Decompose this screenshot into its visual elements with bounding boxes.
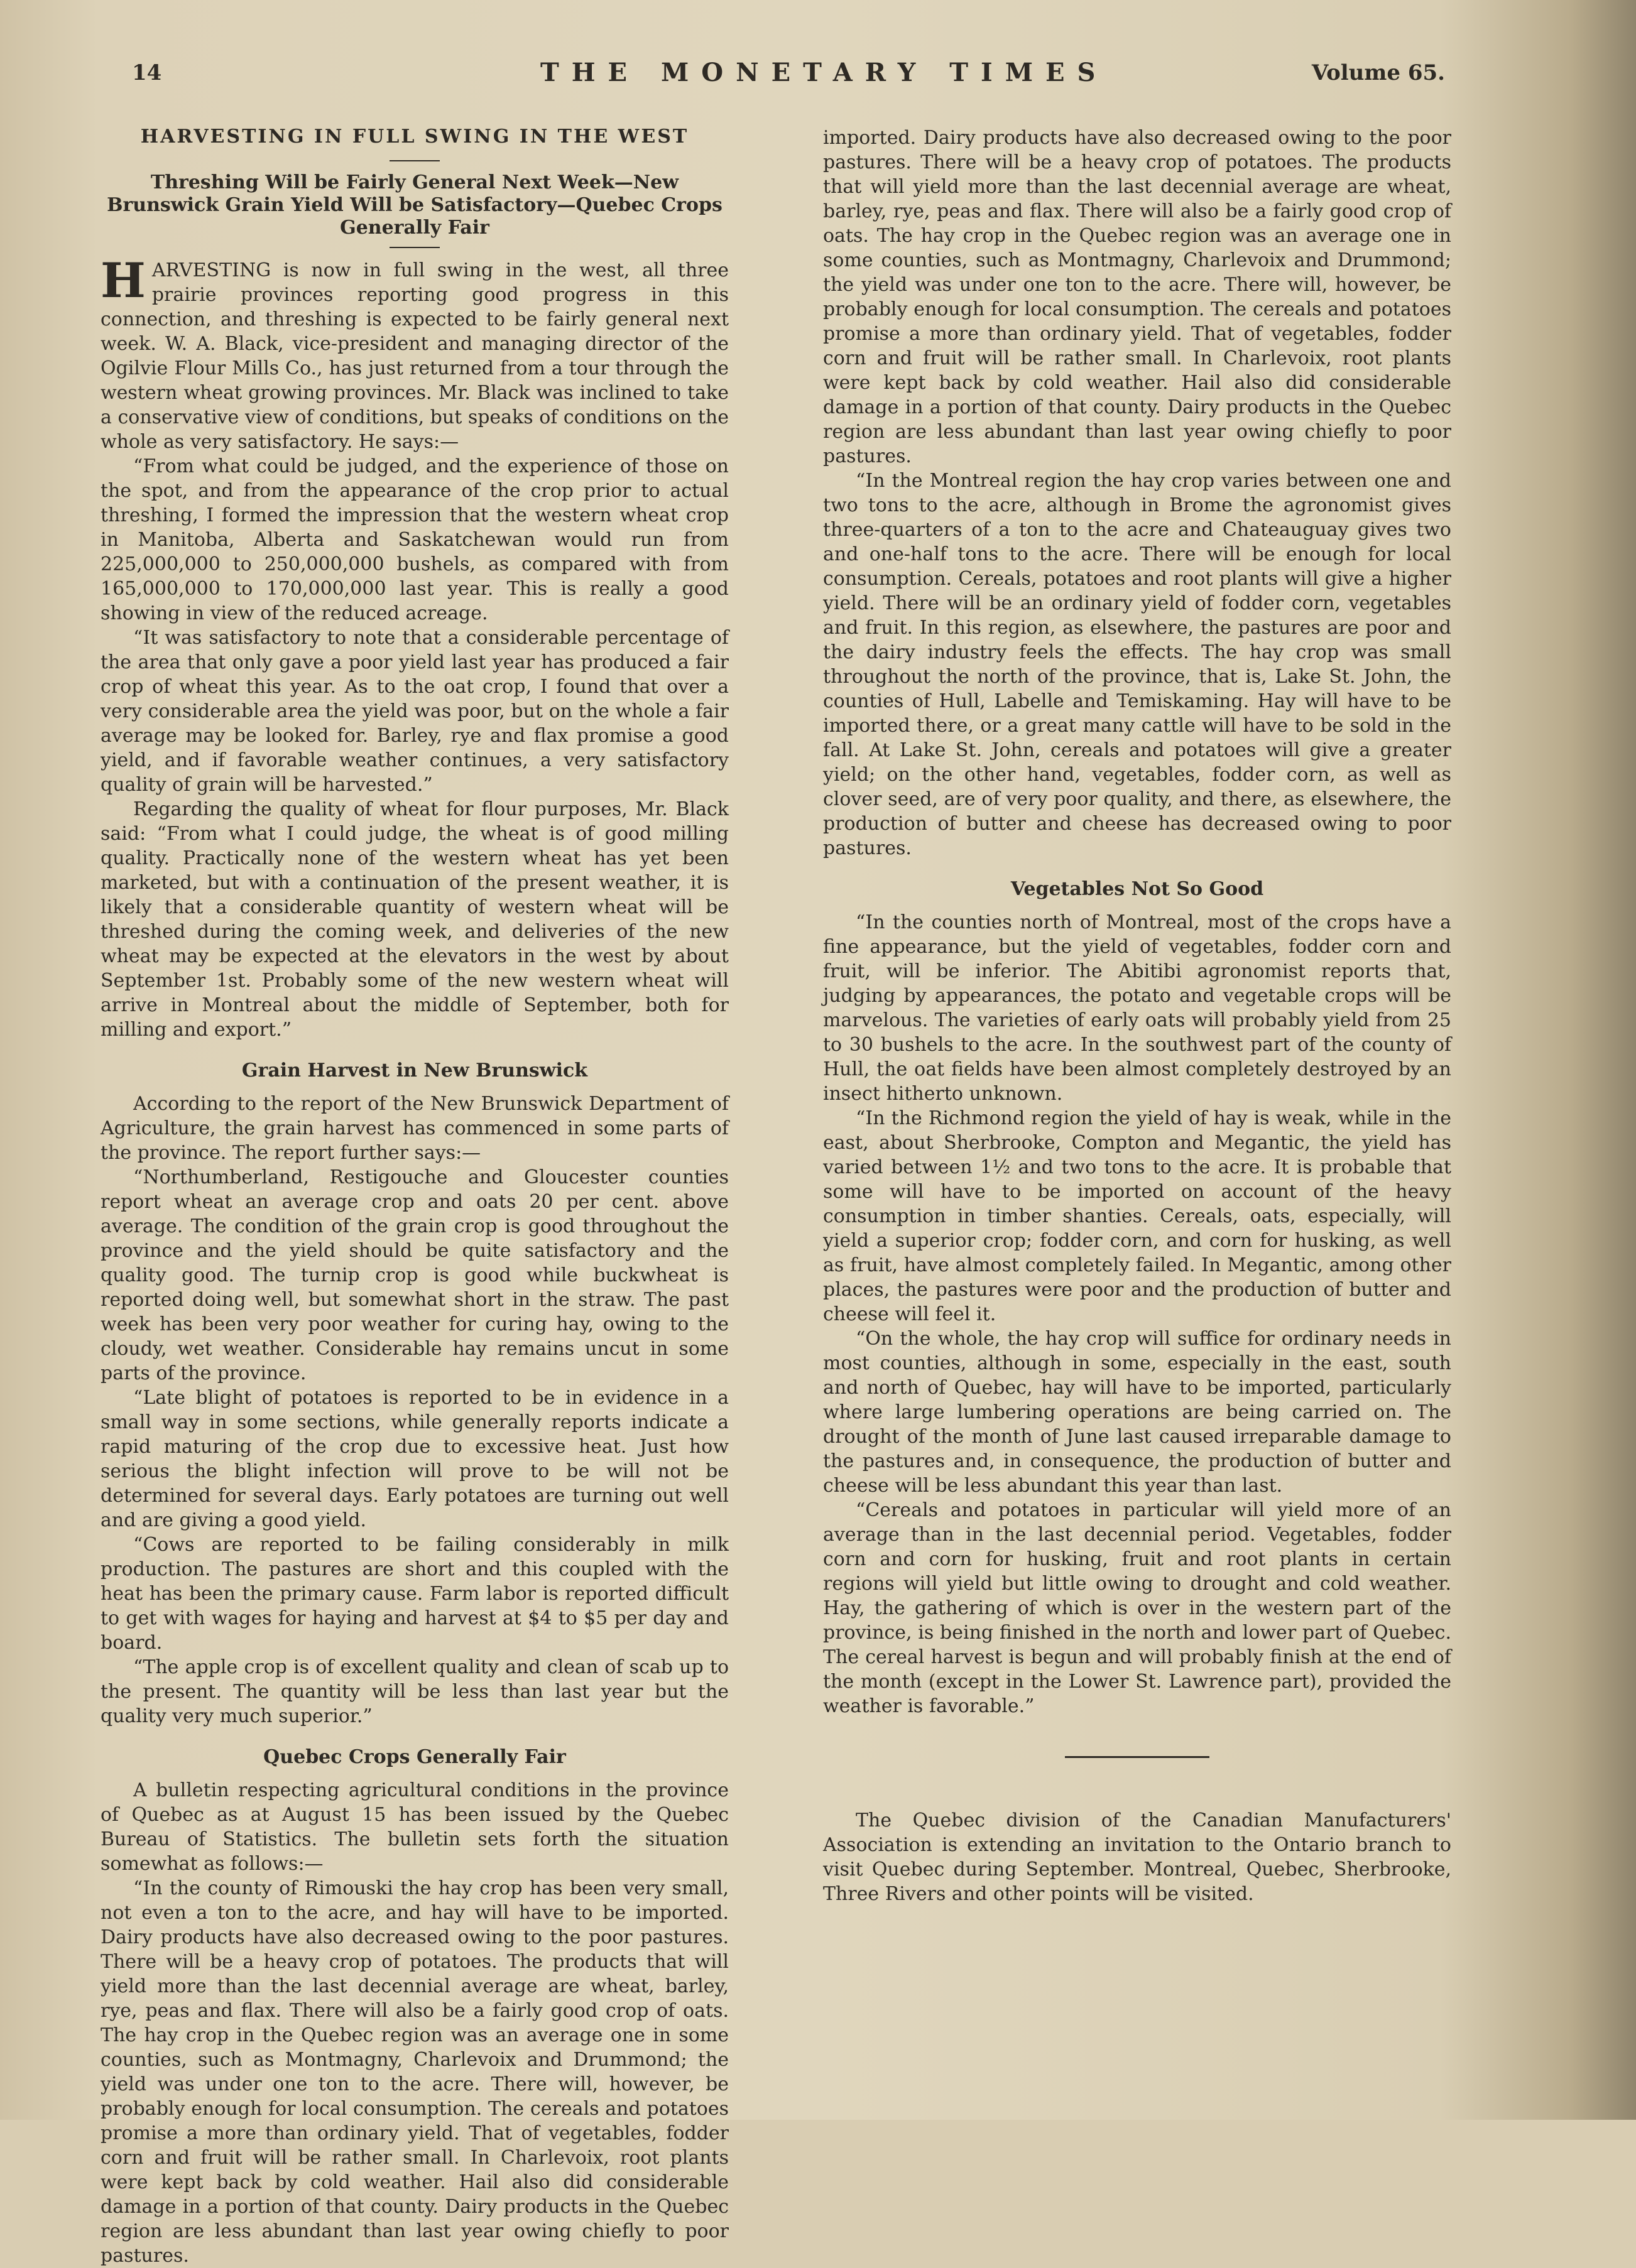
page-header — [132, 60, 1445, 98]
section-heading-vegetables: Vegetables Not So Good — [1010, 878, 1264, 900]
lead-paragraph — [101, 252, 729, 454]
volume-label: Volume 65. — [1311, 60, 1445, 85]
section-heading-new-brunswick: Grain Harvest in New Brunswick — [241, 1060, 588, 1082]
paragraph: “In the Montreal region the hay crop varies between one and two tons to the acre, although in Brome the agronomist gives three-quarters of a ton to the acre and Chateauguay gives two and one-half tons to the acre. There will be enough for local consumption. Cereals, potatoes and root plants will give a higher yield. There will be an ordinary yield of fodder corn, vegetables and fruit. In this region, as elsewhere, the pastures are poor and the dairy industry feels the effects. The hay crop was small throughout the north of the province, that is, Lake St. John, the counties of Hull, Labelle and Temiskaming. Hay will have to be imported there, or a great many cattle will have to be sold in the fall. At Lake St. John, cereals and potatoes will give a greater yield; on the other hand, vegetables, fodder corn, as well as clover seed, are of very poor quality, and there, as elsewhere, the production of butter and cheese has decreased owing to poor pastures. — [823, 470, 1451, 859]
paragraph: According to the report of the New Brunswick Department of Agriculture, the grain harvest has commenced in some parts of the province. The report further says:— — [101, 1093, 729, 1164]
paragraph-continued: “In the county of Rimouski the hay crop has been very small, not even a ton to the acre, and hay will have to be imported. Dairy products have also decreased owing to the poor pastures. There will be a heavy crop of potatoes. The products that will yield more than the last decennial average are wheat, barley, rye, peas and flax. There will also be a fairly good crop of oats. The hay crop in the Quebec region was an average one in some counties, such as Montmagny, Charlevoix and Drummond; the yield was under one ton to the acre. There will, however, be probably enough for local consumption. The cereals and potatoes promise a more than ordinary yield. That of vegetables, fodder corn and fruit will be rather small. In Charlevoix, root plants were kept back by cold weather. Hail also did considerable damage in a portion of that county. Dairy products in the Quebec region are less abundant than last year owing chiefly to poor pastures. — [101, 1877, 729, 2267]
paragraph: “It was satisfactory to note that a considerable percentage of the area that only gave a poor yield last year has produced a fair crop of wheat this year. As to the oat crop, I found that over a very considerable area the yield was poor, but on the whole a fair average may be looked for. Barley, rye and flax promise a good yield, and if favorable weather continues, a very satisfactory quality of grain will be harvested.” — [101, 627, 729, 796]
article-subtitle: Threshing Will be Fairly General Next Week—New Brunswick Grain Yield Will be Satisfactory—Quebec Crops Generally Fair — [107, 171, 723, 239]
lead-text: ARVESTING is now in full swing in the west, all three prairie provinces reporting good progress in this connection, and threshing is expected to be fairly general next week. W. A. Black, vice-president and managing director of the Ogilvie Flour Mills Co., has just returned from a tour through the western wheat growing provinces. Mr. Black was inclined to take a conservative view of conditions, but speaks of conditions on the whole as very satisfactory. He says:— — [101, 259, 729, 453]
paragraph: “Cows are reported to be failing considerably in milk production. The pastures are short and this coupled with the heat has been the primary cause. Farm labor is reported difficult to get with wages for haying and harvest at $4 to $5 per day and board. — [101, 1534, 729, 1654]
paragraph: “The apple crop is of excellent quality and clean of scab up to the present. The quantity will be less than last year but the quality very much superior.” — [101, 1656, 729, 1727]
page-number: 14 — [132, 60, 162, 85]
publication-title: THE MONETARY TIMES — [540, 58, 1108, 87]
divider-rule — [1065, 1756, 1209, 1758]
paragraph: “In the counties north of Montreal, most of the crops have a fine appearance, but the yield of vegetables, fodder corn and fruit, will be inferior. The Abitibi agronomist reports that, judging by appearances, the potato and vegetable crops will be marvelous. The varieties of early oats will probably yield from 25 to 30 bushels to the acre. In the southwest part of the county of Hull, the oat fields have been almost completely destroyed by an insect hitherto unknown. — [823, 911, 1451, 1105]
title-rule — [390, 160, 440, 161]
paragraph: “From what could be judged, and the experience of those on the spot, and from the appearance of the crop prior to actual threshing, I formed the impression that the western wheat crop in Manitoba, Alberta and Saskatchewan would run from 225,000,000 to 250,000,000 bushels, as compared with from 165,000,000 to 170,000,000 last year. This is really a good showing in view of the reduced acreage. — [101, 455, 729, 624]
paragraph: A bulletin respecting agricultural conditions in the province of Quebec as at August 15 has been issued by the Quebec Bureau of Statistics. The bulletin sets forth the situation somewhat as follows:— — [101, 1779, 729, 1875]
paragraph: “In the Richmond region the yield of hay is weak, while in the east, about Sherbrooke, Compton and Megantic, the yield has varied between 1½ and two tons to the acre. It is probable that some will have to be imported on account of the heavy consumption in timber shanties. Cereals, oats, especially, will yield a superior crop; fodder corn, and corn for husking, as well as fruit, have almost completely failed. In Megantic, among other places, the pastures were poor and the production of butter and cheese will feel it. — [823, 1107, 1451, 1325]
paragraph: “Northumberland, Restigouche and Gloucester counties report wheat an average crop and oats 20 per cent. above average. The condition of the grain crop is good throughout the province and the yield should be quite satisfactory and the quality good. The turnip crop is good while buckwheat is reported doing well, but somewhat short in the straw. The past week has been very poor weather for curing hay, owing to the cloudy, wet weather. Considerable hay remains uncut in some parts of the province. — [101, 1166, 729, 1384]
section-heading-quebec: Quebec Crops Generally Fair — [263, 1746, 566, 1768]
paragraph: “Late blight of potatoes is reported to be in evidence in a small way in some sections, while generally reports indicate a rapid maturing of the crop due to excessive heat. Just how serious the blight infection will prove to be will not be determined for several days. Early potatoes are turning out well and are giving a good yield. — [101, 1387, 729, 1531]
news-note — [823, 1808, 1451, 1906]
subtitle-rule — [390, 247, 440, 248]
paragraph: “On the whole, the hay crop will suffice for ordinary needs in most counties, although in some, especially in the east, south and north of Quebec, hay will have to be imported, particularly where large lumbering operations are being carried on. The drought of the month of June last caused irreparable damage to the pastures and, in consequence, the production of butter and cheese will be less abundant this year than last. — [823, 1328, 1451, 1497]
paragraph-continuation: imported. Dairy products have also decreased owing to the poor pastures. There will be a heavy crop of potatoes. The products that will yield more than the last decennial average are wheat, barley, rye, peas and flax. There will also be a fairly good crop of oats. The hay crop in the Quebec region was an average one in some counties, such as Montmagny, Charlevoix and Drummond; the yield was under one ton to the acre. There will, however, be probably enough for local consumption. The cereals and potatoes promise a more than ordinary yield. That of vegetables, fodder corn and fruit will be rather small. In Charlevoix, root plants were kept back by cold weather. Hail also did considerable damage in a portion of that county. Dairy products in the Quebec region are less abundant than last year owing chiefly to poor pastures. — [823, 127, 1451, 467]
right-column — [823, 126, 1451, 1906]
paragraph: Regarding the quality of wheat for flour purposes, Mr. Black said: “From what I could judge, the wheat is of good milling quality. Practically none of the western wheat has yet been marketed, but with a continuation of the present weather, it is likely that a considerable quantity of western wheat will be threshed during the coming week, and deliveries of the new wheat may be expected at the elevators in the west by about September 1st. Probably some of the new western wheat will arrive in Montreal about the middle of September, both for milling and export.” — [101, 798, 729, 1041]
paragraph: “Cereals and potatoes in particular will yield more of an average than in the last decennial period. Vegetables, fodder corn and corn for husking, fruit and root plants in certain regions will yield but little owing to drought and cold weather. Hay, the gathering of which is over in the western part of the province, is being finished in the north and lower part of Quebec. The cereal harvest is begun and will probably finish at the end of the month (except in the Lower St. Lawrence part), provided the weather is favorable.” — [823, 1499, 1451, 1717]
note-paragraph: The Quebec division of the Canadian Manufacturers' Association is extending an invitation to the Ontario branch to visit Quebec during September. Montreal, Quebec, Sherbrooke, Three Rivers and other points will be visited. — [823, 1810, 1451, 1905]
left-column — [101, 126, 729, 2267]
drop-cap: H — [101, 252, 146, 308]
article-title: HARVESTING IN FULL SWING IN THE WEST — [140, 126, 689, 148]
